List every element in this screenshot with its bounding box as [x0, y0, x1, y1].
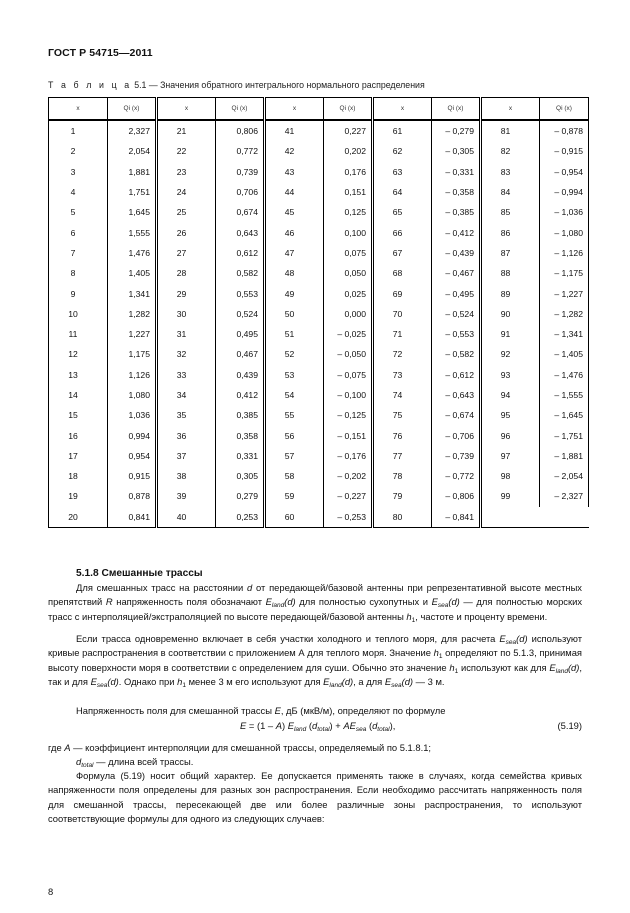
cell-x: 17: [49, 446, 108, 466]
cell-x: 11: [49, 324, 108, 344]
table-caption-text: 5.1 — Значения обратного интегрального нормального распределения: [131, 80, 425, 90]
cell-x: 91: [481, 324, 540, 344]
cell-q: 0,075: [324, 243, 373, 263]
cell-q: 1,282: [108, 304, 157, 324]
cell-x: 36: [157, 425, 216, 445]
cell-q: – 2,054: [540, 466, 589, 486]
cell-x: 3: [49, 162, 108, 182]
paragraph-1: Для смешанных трасс на расстоянии d от передающей/базовой антенны при репрезентативной высоте местных препятствий R напряженность поля обозначают $E_{land}(d)$ для полностью сухопутных и $E_{sea}(d)$ — для полностью морских трасс с интерполяцией/экстраполяцией по высоте передающей/базовой антенны $h_1$, частоте и проценту времени.: [48, 582, 583, 624]
cell-q: – 1,555: [540, 385, 589, 405]
cell-q: – 0,806: [432, 486, 481, 506]
cell-q: – 1,881: [540, 446, 589, 466]
cell-q: – 0,439: [432, 243, 481, 263]
cell-q: 0,358: [216, 425, 265, 445]
cell-x: 26: [157, 222, 216, 242]
cell-x: 50: [265, 304, 324, 324]
cell-x: 1: [49, 120, 108, 141]
cell-x: 37: [157, 446, 216, 466]
cell-q: 0,100: [324, 222, 373, 242]
table-row: [49, 466, 589, 486]
cell-q: – 0,385: [432, 202, 481, 222]
cell-q: 0,772: [216, 141, 265, 161]
cell-q: – 1,227: [540, 283, 589, 303]
cell-q: – 0,706: [432, 425, 481, 445]
cell-x: 10: [49, 304, 108, 324]
header-q: Qi (x): [108, 98, 157, 121]
cell-x: 88: [481, 263, 540, 283]
cell-q: 0,151: [324, 182, 373, 202]
cell-q: – 0,841: [432, 507, 481, 528]
cell-q: – 0,994: [540, 182, 589, 202]
cell-x: 28: [157, 263, 216, 283]
cell-q: 0,467: [216, 344, 265, 364]
table-row: [49, 283, 589, 303]
cell-x: 12: [49, 344, 108, 364]
cell-x: 98: [481, 466, 540, 486]
cell-q: 0,612: [216, 243, 265, 263]
table-row: [49, 202, 589, 222]
cell-q: – 0,202: [324, 466, 373, 486]
formula-legend-a: где A — коэффициент интерполяции для смешанной трассы, определяемый по 5.1.8.1;: [48, 742, 432, 753]
cell-x: 64: [373, 182, 432, 202]
cell-q: – 0,050: [324, 344, 373, 364]
cell-q: – 0,524: [432, 304, 481, 324]
cell-x: 41: [265, 120, 324, 141]
cell-q: 0,994: [108, 425, 157, 445]
cell-x: 79: [373, 486, 432, 506]
cell-x: 82: [481, 141, 540, 161]
cell-q: 0,674: [216, 202, 265, 222]
table-row: [49, 365, 589, 385]
table-row: [49, 141, 589, 161]
empty-cell: [481, 507, 540, 528]
cell-x: 94: [481, 385, 540, 405]
cell-q: 0,050: [324, 263, 373, 283]
cell-x: 43: [265, 162, 324, 182]
cell-q: – 0,151: [324, 425, 373, 445]
table-row: [49, 507, 589, 528]
cell-q: 0,125: [324, 202, 373, 222]
cell-x: 18: [49, 466, 108, 486]
cell-q: 0,412: [216, 385, 265, 405]
cell-x: 14: [49, 385, 108, 405]
cell-x: 67: [373, 243, 432, 263]
cell-q: – 0,125: [324, 405, 373, 425]
cell-x: 68: [373, 263, 432, 283]
header-x: x: [373, 98, 432, 121]
cell-q: – 0,643: [432, 385, 481, 405]
cell-x: 62: [373, 141, 432, 161]
cell-q: 1,476: [108, 243, 157, 263]
cell-q: 1,036: [108, 405, 157, 425]
cell-x: 75: [373, 405, 432, 425]
cell-x: 93: [481, 365, 540, 385]
cell-x: 34: [157, 385, 216, 405]
formula-expression: E = (1 – A) $E_{land}$ $(d_{total}) + AE_{sea}$ $(d_{total})$,: [240, 720, 396, 733]
cell-x: 47: [265, 243, 324, 263]
cell-q: 0,806: [216, 120, 265, 141]
cell-x: 13: [49, 365, 108, 385]
cell-x: 24: [157, 182, 216, 202]
cell-x: 8: [49, 263, 108, 283]
section-title: 5.1.8 Смешанные трассы: [76, 568, 203, 579]
cell-x: 57: [265, 446, 324, 466]
table-row: [49, 243, 589, 263]
cell-x: 53: [265, 365, 324, 385]
cell-q: – 0,739: [432, 446, 481, 466]
cell-q: 0,954: [108, 446, 157, 466]
cell-q: – 0,582: [432, 344, 481, 364]
paragraph-2: Если трасса одновременно включает в себя участки холодного и теплого моря, для расчета $E_{sea}(d)$ используют кривые распространения в соответствии с приложением А для теплого моря. Значение $h_1$ определяют по 5.1.3, принимая высоту поверхности моря в соответствии с определением для суши. Обычно это значение $h_1$ используют как для $E_{land}(d)$, так и для $E_{sea}(d)$. Однако при $h_1$ менее 3 м его используют для $E_{land}(d)$, а для $E_{sea}(d)$ — 3 м.: [48, 633, 583, 690]
cell-q: – 0,612: [432, 365, 481, 385]
cell-x: 81: [481, 120, 540, 141]
cell-x: 40: [157, 507, 216, 528]
cell-q: – 0,253: [324, 507, 373, 528]
cell-q: – 1,645: [540, 405, 589, 425]
cell-q: 1,645: [108, 202, 157, 222]
cell-q: – 0,772: [432, 466, 481, 486]
cell-q: 0,643: [216, 222, 265, 242]
empty-cell: [540, 507, 589, 528]
table-row: [49, 222, 589, 242]
cell-x: 73: [373, 365, 432, 385]
cell-x: 48: [265, 263, 324, 283]
cell-x: 27: [157, 243, 216, 263]
cell-x: 16: [49, 425, 108, 445]
cell-q: – 1,175: [540, 263, 589, 283]
normal-distribution-table: [48, 97, 589, 528]
cell-x: 69: [373, 283, 432, 303]
cell-x: 83: [481, 162, 540, 182]
cell-x: 96: [481, 425, 540, 445]
cell-x: 76: [373, 425, 432, 445]
cell-q: – 1,080: [540, 222, 589, 242]
cell-q: – 2,327: [540, 486, 589, 506]
cell-q: 1,405: [108, 263, 157, 283]
table-row: [49, 182, 589, 202]
cell-q: 0,253: [216, 507, 265, 528]
cell-q: 1,126: [108, 365, 157, 385]
document-header: ГОСТ Р 54715—2011: [48, 47, 153, 59]
cell-q: 0,878: [108, 486, 157, 506]
cell-q: – 0,674: [432, 405, 481, 425]
cell-q: – 0,412: [432, 222, 481, 242]
cell-x: 49: [265, 283, 324, 303]
formula-number: (5.19): [557, 720, 582, 731]
cell-x: 4: [49, 182, 108, 202]
cell-q: – 0,176: [324, 446, 373, 466]
cell-q: 0,000: [324, 304, 373, 324]
header-x: x: [481, 98, 540, 121]
cell-q: – 1,405: [540, 344, 589, 364]
cell-x: 80: [373, 507, 432, 528]
paragraph-4: Формула (5.19) носит общий характер. Ее допускается применять также в случаях, когда семейства кривых напряженности поля определены для разных зон распространения. Если необходимо рассчитать напряженность поля для смешанной трассы, пересекающей две или более различные зоны распространения, то используют соответствующие формулы для одного из следующих случаев:: [48, 770, 582, 825]
cell-x: 70: [373, 304, 432, 324]
cell-x: 21: [157, 120, 216, 141]
header-q: Qi (x): [324, 98, 373, 121]
cell-q: 0,915: [108, 466, 157, 486]
cell-x: 20: [49, 507, 108, 528]
cell-x: 78: [373, 466, 432, 486]
cell-x: 92: [481, 344, 540, 364]
table-row: [49, 425, 589, 445]
table-row: [49, 120, 589, 141]
table-row: [49, 162, 589, 182]
cell-q: 0,841: [108, 507, 157, 528]
page-number: 8: [48, 886, 54, 897]
cell-x: 32: [157, 344, 216, 364]
cell-q: – 0,358: [432, 182, 481, 202]
cell-x: 52: [265, 344, 324, 364]
cell-q: – 0,075: [324, 365, 373, 385]
cell-q: – 0,227: [324, 486, 373, 506]
cell-q: 1,080: [108, 385, 157, 405]
cell-x: 23: [157, 162, 216, 182]
cell-x: 86: [481, 222, 540, 242]
cell-x: 60: [265, 507, 324, 528]
cell-x: 35: [157, 405, 216, 425]
cell-x: 56: [265, 425, 324, 445]
cell-q: 0,279: [216, 486, 265, 506]
cell-q: – 1,126: [540, 243, 589, 263]
cell-x: 84: [481, 182, 540, 202]
cell-q: – 0,553: [432, 324, 481, 344]
cell-x: 33: [157, 365, 216, 385]
cell-x: 31: [157, 324, 216, 344]
cell-q: – 1,751: [540, 425, 589, 445]
cell-q: – 0,467: [432, 263, 481, 283]
cell-x: 46: [265, 222, 324, 242]
header-q: Qi (x): [540, 98, 589, 121]
cell-x: 72: [373, 344, 432, 364]
cell-x: 89: [481, 283, 540, 303]
table-header-row: [49, 98, 589, 121]
cell-q: 0,025: [324, 283, 373, 303]
cell-x: 2: [49, 141, 108, 161]
cell-q: 2,327: [108, 120, 157, 141]
header-x: x: [265, 98, 324, 121]
cell-q: – 1,282: [540, 304, 589, 324]
cell-x: 39: [157, 486, 216, 506]
cell-x: 55: [265, 405, 324, 425]
table-row: [49, 344, 589, 364]
header-q: Qi (x): [432, 98, 481, 121]
cell-q: – 0,305: [432, 141, 481, 161]
cell-x: 59: [265, 486, 324, 506]
table-row: [49, 304, 589, 324]
cell-x: 87: [481, 243, 540, 263]
cell-q: 0,331: [216, 446, 265, 466]
table-row: [49, 486, 589, 506]
cell-q: 1,751: [108, 182, 157, 202]
cell-x: 29: [157, 283, 216, 303]
cell-x: 7: [49, 243, 108, 263]
cell-q: 0,706: [216, 182, 265, 202]
cell-q: – 0,025: [324, 324, 373, 344]
cell-q: 1,341: [108, 283, 157, 303]
cell-q: – 0,878: [540, 120, 589, 141]
table-caption-label: Т а б л и ц а: [48, 80, 132, 90]
cell-q: – 0,954: [540, 162, 589, 182]
cell-q: – 0,915: [540, 141, 589, 161]
table-body: [49, 120, 589, 527]
cell-x: 30: [157, 304, 216, 324]
table-row: [49, 324, 589, 344]
cell-q: 0,439: [216, 365, 265, 385]
cell-x: 6: [49, 222, 108, 242]
cell-q: 1,555: [108, 222, 157, 242]
cell-q: 0,553: [216, 283, 265, 303]
formula-legend-d: $d_{total}$ — длина всей трассы.: [76, 756, 194, 769]
cell-q: 0,524: [216, 304, 265, 324]
cell-x: 97: [481, 446, 540, 466]
cell-q: 0,227: [324, 120, 373, 141]
cell-q: 0,582: [216, 263, 265, 283]
table-row: [49, 263, 589, 283]
cell-x: 9: [49, 283, 108, 303]
table-row: [49, 446, 589, 466]
cell-x: 61: [373, 120, 432, 141]
cell-q: – 0,279: [432, 120, 481, 141]
cell-x: 63: [373, 162, 432, 182]
table-caption: [48, 80, 425, 90]
cell-x: 54: [265, 385, 324, 405]
cell-x: 44: [265, 182, 324, 202]
cell-q: 0,202: [324, 141, 373, 161]
cell-x: 77: [373, 446, 432, 466]
cell-x: 90: [481, 304, 540, 324]
cell-x: 15: [49, 405, 108, 425]
cell-x: 58: [265, 466, 324, 486]
cell-q: – 0,495: [432, 283, 481, 303]
cell-x: 95: [481, 405, 540, 425]
cell-q: 0,176: [324, 162, 373, 182]
cell-q: – 1,036: [540, 202, 589, 222]
cell-x: 45: [265, 202, 324, 222]
cell-x: 38: [157, 466, 216, 486]
cell-q: 2,054: [108, 141, 157, 161]
cell-q: 0,495: [216, 324, 265, 344]
cell-x: 51: [265, 324, 324, 344]
cell-x: 66: [373, 222, 432, 242]
cell-q: 0,385: [216, 405, 265, 425]
cell-q: 0,305: [216, 466, 265, 486]
header-x: x: [49, 98, 108, 121]
cell-x: 99: [481, 486, 540, 506]
cell-x: 19: [49, 486, 108, 506]
cell-q: – 1,476: [540, 365, 589, 385]
cell-q: 1,227: [108, 324, 157, 344]
cell-x: 5: [49, 202, 108, 222]
cell-q: – 0,331: [432, 162, 481, 182]
cell-q: – 0,100: [324, 385, 373, 405]
table-row: [49, 385, 589, 405]
cell-x: 71: [373, 324, 432, 344]
cell-x: 42: [265, 141, 324, 161]
cell-x: 85: [481, 202, 540, 222]
cell-x: 25: [157, 202, 216, 222]
cell-x: 65: [373, 202, 432, 222]
cell-q: 1,175: [108, 344, 157, 364]
cell-x: 22: [157, 141, 216, 161]
cell-x: 74: [373, 385, 432, 405]
paragraph-3: Напряженность поля для смешанной трассы E, дБ (мкВ/м), определяют по формуле: [76, 705, 446, 716]
cell-q: 0,739: [216, 162, 265, 182]
cell-q: – 1,341: [540, 324, 589, 344]
header-q: Qi (x): [216, 98, 265, 121]
table-row: [49, 405, 589, 425]
header-x: x: [157, 98, 216, 121]
cell-q: 1,881: [108, 162, 157, 182]
